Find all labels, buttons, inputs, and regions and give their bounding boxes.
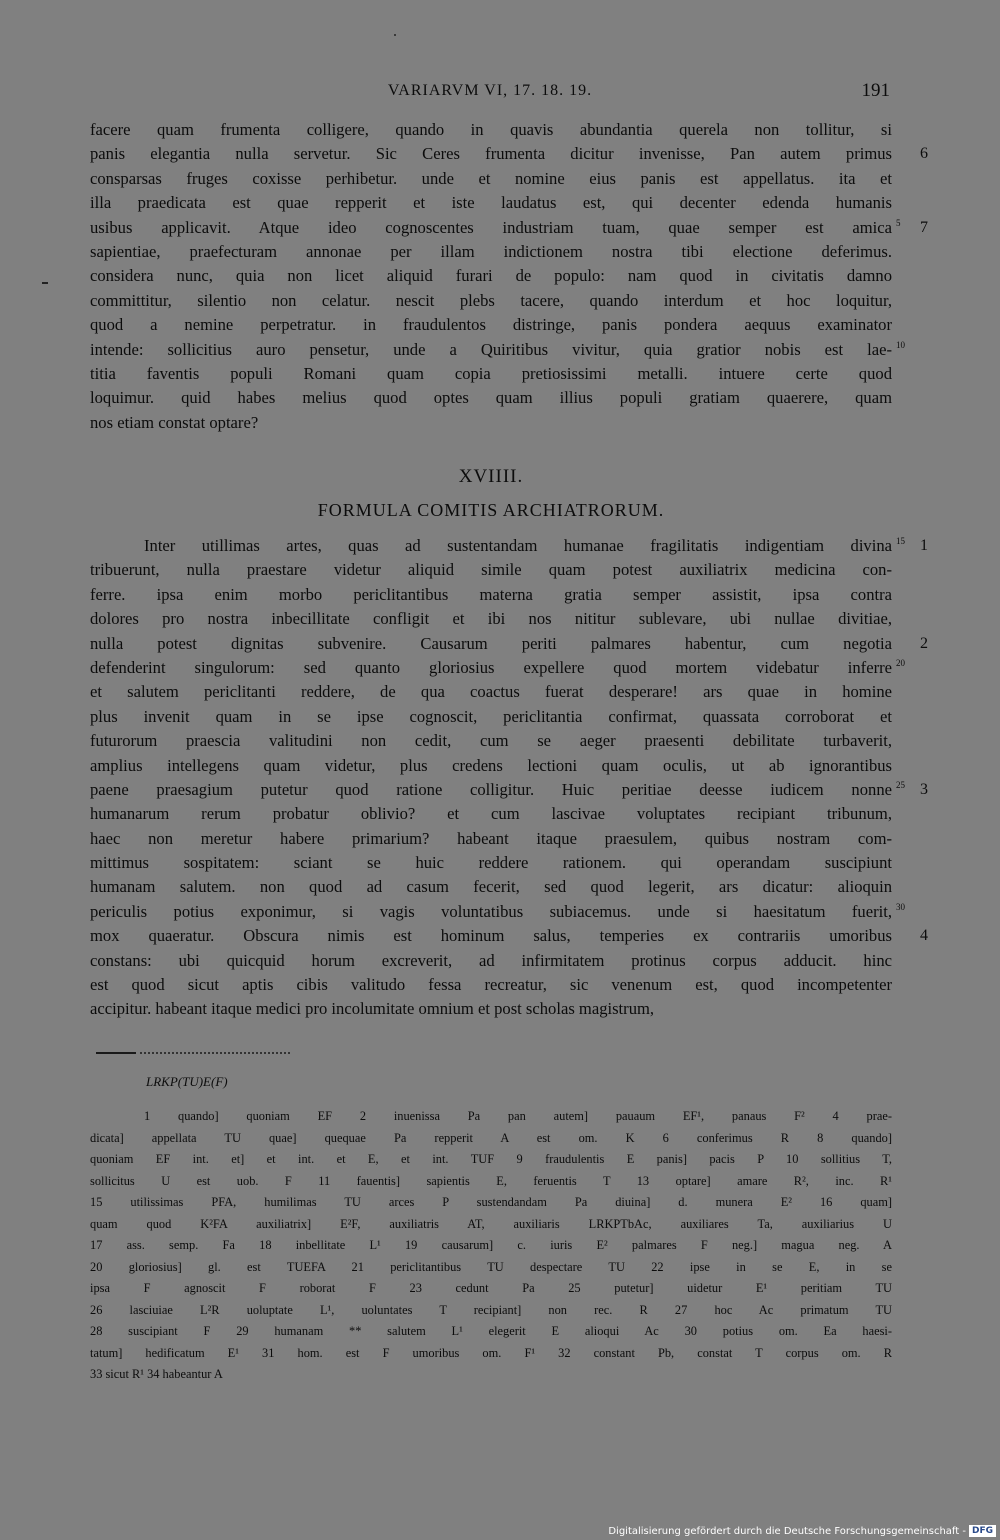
apparatus-line: 17 ass. semp. Fa 18 inbellitate L¹ 19 causarum] c. iuris E² palmares F neg.] magua neg. A	[90, 1238, 892, 1252]
critical-apparatus	[90, 1106, 892, 1386]
text-line	[90, 875, 892, 899]
apparatus-line: 28 suscipiant F 29 humanam ** salutem L¹ elegerit E alioqui Ac 30 potius om. Ea haesi-	[90, 1324, 892, 1338]
chapter-title: FORMULA COMITIS ARCHIATRORUM.	[317, 500, 665, 520]
section-number-marginal: 1	[920, 537, 928, 554]
text-line	[90, 949, 892, 973]
line-text: usibus applicavit. Atque ideo cognoscentes industriam tuam, quae semper est amica	[90, 217, 892, 237]
text-line	[90, 362, 892, 386]
line-text: committitur, silentio non celatur. nescit plebs tacere, quando interdum et hoc loquitur,	[90, 290, 892, 310]
line-text: loquimur. quid habes melius quod optes quam illius populi gratiam quaerere, quam	[90, 388, 892, 408]
line-text: constans: ubi quicquid horum excreverit, ad infirmitatem protinus corpus adducit. hinc	[90, 950, 892, 970]
line-text: nulla potest dignitas subvenire. Causarum periti palmares habentur, cum negotia	[90, 633, 892, 653]
text-line	[90, 851, 892, 875]
apparatus-line: sollicitus U est uob. F 11 fauentis] sapientis E, feruentis T 13 optare] amare R², inc. R¹	[90, 1173, 892, 1188]
line-text: dolores pro nostra inbecillitate confligit et ibi nos nititur sublevare, ubi nullae divitiae,	[90, 609, 892, 629]
running-head	[90, 80, 890, 104]
footer-text: Digitalisierung gefördert durch die Deutsche Forschungsgemeinschaft -	[608, 1525, 966, 1537]
apparatus-line: 20 gloriosius] gl. est TUEFA 21 periclitantibus TU despectare TU 22 ipse in se E, in se	[90, 1259, 892, 1274]
line-text: periculis potius exponimur, si vagis voluntatibus subiacemus. unde si haesitatum fuerit,	[90, 901, 892, 921]
text-line	[90, 118, 892, 142]
text-line	[90, 705, 892, 729]
line-text: nos etiam constat optare?	[90, 412, 259, 432]
body-text-formula	[90, 534, 928, 1022]
line-text: sapientiae, praefecturam annonae per illam indictionem nostra tibi electione deferimus.	[90, 241, 892, 261]
footnote-rule	[96, 1052, 136, 1054]
text-line	[90, 216, 928, 240]
text-line	[90, 289, 892, 313]
text-line	[90, 973, 892, 997]
text-line	[90, 167, 892, 191]
section-number-marginal: 3	[920, 780, 928, 798]
line-text: humanarum rerum probatur oblivio? et cum lascivae voluptates recipiant tribunum,	[90, 804, 892, 824]
apparatus-line: quam quod K²FA auxiliatrix] E²F, auxiliatris AT, auxiliaris LRKPTbAc, auxiliares Ta, auxiliarius U	[90, 1216, 892, 1231]
text-line	[90, 656, 905, 680]
body-text-continued	[90, 118, 928, 435]
line-text: accipitur. habeant itaque medici pro incolumitate omnium et post scholas magistrum,	[90, 999, 655, 1019]
apparatus-line: 26 lasciuiae L²R uoluptate L¹, uoluntates T recipiant] non rec. R 27 hoc Ac primatum TU	[90, 1302, 892, 1317]
line-text: consparsas fruges coxisse perhibetur. unde et nomine eius panis est appellatus. ita et	[90, 168, 892, 188]
line-text: humanam salutem. non quod ad casum fecerit, sed quod legerit, ars dicatur: alioquin	[90, 877, 892, 897]
text-line	[90, 632, 928, 656]
apparatus-line: tatum] hedificatum E¹ 31 hom. est F umoribus om. F¹ 32 constant Pb, constat T corpus om. R	[90, 1345, 892, 1360]
apparatus-line: dicata] appellata TU quae] quequae Pa repperit A est om. K 6 conferimus R 8 quando]	[90, 1130, 892, 1145]
text-line	[90, 338, 905, 362]
text-line	[90, 680, 892, 704]
margin-mark	[42, 282, 48, 284]
line-text: paene praesagium putetur quod ratione colligitur. Huic peritiae deesse iudicem nonne	[90, 779, 892, 799]
manuscript-sigla: LRKP(TU)E(F)	[146, 1074, 228, 1089]
text-line	[90, 313, 892, 337]
line-text: ferre. ipsa enim morbo periclitantibus materna gratia semper assistit, ipsa contra	[90, 584, 892, 604]
apparatus-line: 33 sicut R¹ 34 habeantur A	[90, 1367, 223, 1381]
line-text: panis elegantia nulla servetur. Sic Ceres frumenta dicitur invenisse, Pan autem primus	[90, 144, 892, 164]
line-text: facere quam frumenta colligere, quando in quavis abundantia querela non tollitur, si	[90, 120, 892, 139]
text-line	[90, 900, 905, 924]
line-number-marginal: 15	[896, 536, 905, 546]
chapter-number: XVIIII.	[458, 466, 524, 487]
line-text: mittimus sospitatem: sciant se huic reddere rationem. qui operandam suscipiunt	[90, 853, 892, 873]
line-number-marginal: 30	[896, 901, 905, 912]
line-text: illa praedicata est quae repperit et iste laudatus est, qui decenter edenda humanis	[90, 193, 892, 213]
text-line	[90, 142, 928, 166]
running-head-title: VARIARVM VI, 17. 18. 19.	[387, 82, 593, 99]
section-number-marginal: 2	[920, 634, 928, 652]
line-text: intende: sollicitius auro pensetur, unde a Quiritibus vivitur, quia gratior nobis est lae-	[90, 339, 892, 359]
line-text: et salutem periclitanti reddere, de qua coactus fuerat desperare! ars quae in homine	[90, 682, 892, 702]
line-text: defenderint singulorum: sed quanto gloriosius expellere quod mortem videbatur inferre	[90, 657, 892, 677]
text-line	[90, 558, 892, 582]
line-text: Inter utillimas artes, quas ad sustentandam humanae fragilitatis indigentiam divina	[144, 536, 892, 555]
text-line	[90, 729, 892, 753]
text-line	[90, 264, 892, 288]
text-line	[90, 386, 892, 410]
text-line	[90, 240, 892, 264]
line-text: considera nunc, quia non licet aliquid furari de populo: nam quod in civitatis damno	[90, 266, 892, 286]
apparatus-line: ipsa F agnoscit F roborat F 23 cedunt Pa 25 putetur] uidetur E¹ peritiam TU	[90, 1281, 892, 1295]
line-text: est quod sicut aptis cibis valitudo fessa recreatur, sic venenum est, quod incompetenter	[90, 975, 892, 995]
line-text: futurorum praescia valitudini non cedit, cum se aeger praesenti debilitate turbaverit,	[90, 731, 892, 751]
apparatus-line: quoniam EF int. et] et int. et E, et int. TUF 9 fraudulentis E panis] pacis P 10 sollitius T,	[90, 1152, 892, 1166]
text-line	[90, 754, 892, 778]
text-line	[90, 607, 892, 631]
section-number-marginal: 6	[920, 145, 928, 163]
text-line	[90, 191, 892, 215]
line-text: quod a nemine perpetratur. in fraudulentos distringe, panis pondera aequus examinator	[90, 315, 892, 335]
scan-artifact	[394, 34, 396, 36]
text-line	[90, 411, 892, 435]
text-line	[90, 802, 892, 826]
apparatus-line: 1 quando] quoniam EF 2 inuenissa Pa pan autem] pauaum EF¹, panaus F² 4 prae-	[144, 1109, 892, 1123]
text-line	[90, 534, 928, 558]
section-number-marginal: 4	[920, 927, 928, 945]
text-line	[90, 924, 928, 948]
line-number-marginal: 25	[896, 779, 905, 790]
text-line	[90, 778, 928, 802]
footnote-rule-dots	[140, 1052, 290, 1054]
apparatus-line: 15 utilissimas PFA, humilimas TU arces P sustendandam Pa diuina] d. munera E² 16 quam]	[90, 1195, 892, 1209]
line-text: mox quaeratur. Obscura nimis est hominum salus, temperies ex contrariis umoribus	[90, 926, 892, 946]
text-line	[90, 583, 892, 607]
page-number: 191	[861, 80, 890, 101]
line-text: plus invenit quam in se ipse cognoscit, periclitantia confirmat, quassata corroborat et	[90, 706, 892, 726]
digitization-footer	[608, 1525, 996, 1537]
line-text: amplius intellegens quam videtur, plus credens lectioni quam oculis, ut ab ignorantibus	[90, 755, 892, 775]
line-text: tribuerunt, nulla praestare videtur aliquid simile quam potest auxiliatrix medicina con-	[90, 560, 892, 580]
text-line	[90, 997, 892, 1021]
section-number-marginal: 7	[920, 218, 928, 236]
line-number-marginal: 20	[896, 657, 905, 668]
line-number-marginal: 5	[896, 217, 901, 228]
text-line	[90, 827, 892, 851]
line-number-marginal: 10	[896, 339, 905, 350]
line-text: haec non meretur habere primarium? habeant itaque praesulem, quibus nostram com-	[90, 828, 892, 848]
line-text: titia faventis populi Romani quam copia pretiosissimi metalli. intuere certe quod	[90, 363, 892, 383]
dfg-logo: DFG	[969, 1525, 996, 1537]
